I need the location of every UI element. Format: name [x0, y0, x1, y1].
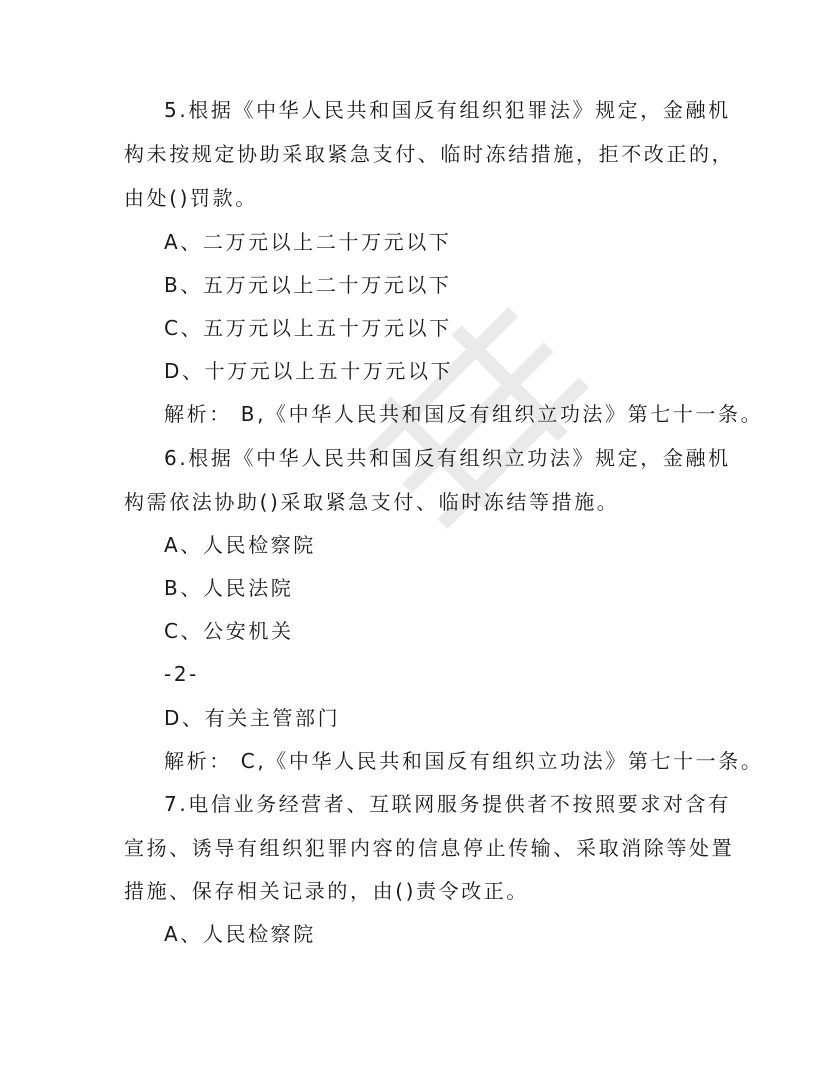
- q7-stem-line-2: 宣扬、诱导有组织犯罪内容的信息停止传输、采取消除等处置: [124, 836, 735, 860]
- q6-stem-line-1: 6.根据《中华人民共和国反有组织立功法》规定，金融机: [164, 446, 731, 470]
- q6-stem-line-2: 构需依法协助()采取紧急支付、临时冻结等措施。: [124, 490, 620, 514]
- q6-option-a: A、人民检察院: [164, 533, 316, 557]
- q5-stem-line-2: 构未按规定协助采取紧急支付、临时冻结措施，拒不改正的，: [124, 142, 735, 166]
- q5-analysis: 解析： B,《中华人民共和国反有组织立功法》第七十一条。: [164, 402, 764, 426]
- q6-option-d: D、有关主管部门: [164, 706, 341, 730]
- q6-analysis: 解析： C,《中华人民共和国反有组织立功法》第七十一条。: [164, 749, 764, 773]
- q7-stem-line-3: 措施、保存相关记录的，由()责令改正。: [124, 879, 530, 903]
- q5-stem-line-3: 由处()罚款。: [124, 186, 258, 210]
- q7-option-a: A、人民检察院: [164, 922, 316, 946]
- q5-option-c: C、五万元以上五十万元以下: [164, 316, 452, 340]
- q6-option-b: B、人民法院: [164, 576, 294, 600]
- q7-stem-line-1: 7.电信业务经营者、互联网服务提供者不按照要求对含有: [164, 792, 731, 816]
- q5-option-b: B、五万元以上二十万元以下: [164, 273, 452, 297]
- q6-option-c: C、公安机关: [164, 619, 294, 643]
- q5-option-d: D、十万元以上五十万元以下: [164, 359, 454, 383]
- page-number: -2-: [164, 662, 199, 686]
- q5-stem-line-1: 5.根据《中华人民共和国反有组织犯罪法》规定，金融机: [164, 98, 731, 122]
- q5-option-a: A、二万元以上二十万元以下: [164, 230, 452, 254]
